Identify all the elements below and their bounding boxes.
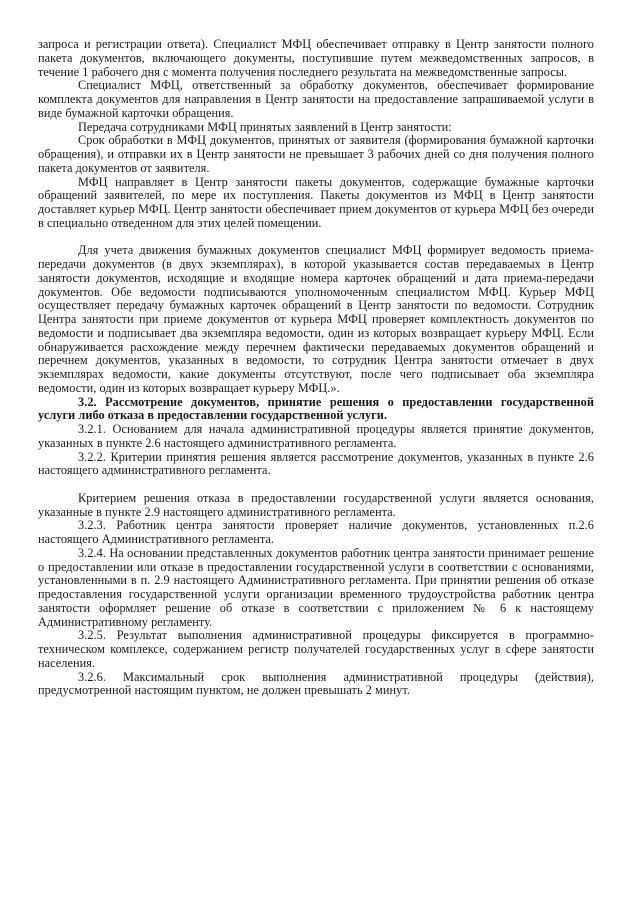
paragraph-3-2-1: 3.2.1. Основанием для начала административной процедуры является принятие документов, указанных в пункте 2.6 настоящего административного регламента. (38, 422, 594, 450)
paragraph-3-2-5: 3.2.5. Результат выполнения административной процедуры фиксируется в программно-техническом комплексе, содержанием регистр получателей государственных услуг в сфере занятости населения. (38, 628, 594, 670)
paragraph-mfc-dispatch: запроса и регистрации ответа). Специалист МФЦ обеспечивает отправку в Центр занятости полного пакета документов, включающего документы, поступившие путем межведомственных запросов, в течение 1 рабочего дня с момента получения последнего результата на межведомственные запросы. (38, 37, 594, 79)
paragraph-3-2-6: 3.2.6. Максимальный срок выполнения административной процедуры (действия), предусмотренной настоящим пунктом, не должен превышать 2 минут. (38, 669, 594, 698)
paragraph-3-2-2: 3.2.2. Критерии принятия решения является рассмотрение документов, указанных в пункте 2.6 настоящего административного регламента. (38, 449, 594, 478)
paragraph-3-2-3: 3.2.3. Работник центра занятости проверяет наличие документов, установленных п.2.6 настоящего Административного регламента. (38, 518, 594, 546)
paragraph-mfc-package: Специалист МФЦ, ответственный за обработку документов, обеспечивает формирование комплекта документов для направления в Центр занятости на предоставление запрашиваемой услуги в виде бумажной карточки обращения. (38, 78, 594, 120)
paragraph-3-2-4: 3.2.4. На основании представленных документов работник центра занятости принимает решение о предоставлении или отказе в предоставлении государственной услуги в соответствии с основаниями, установленными в п. 2.9 настоящего Административного регламента. При принятии решения об отказе предоставления государственной услуги организации временного трудоустройства работник центра занятости оформляет решение об отказе в соответствии с приложением № 6 к настоящему Административному регламенту. (38, 545, 594, 629)
section-heading-3-2: 3.2. Рассмотрение документов, принятие решения о предоставлении государственной услуги либо отказа в предоставлении государственной услуги. (38, 394, 594, 423)
paragraph-transfer-register: Для учета движения бумажных документов специалист МФЦ формирует ведомость приема-передачи документов (в двух экземплярах), в которой указывается состав передаваемых в Центр занятости документов, исходящие и входящие номера карточек обращений и дата приема-передачи документов. Обе ведомости подписываются уполномоченным специалистом МФЦ. Курьер МФЦ осуществляет передачу бумажных карточек обращений в Центр занятости по ведомости. Сотрудник Центра занятости при приеме документов от курьера МФЦ проверяет комплектность документов по ведомости и подписывает два экземпляра ведомости, один из которых возвращает курьеру МФЦ. Если обнаруживается расхождение между перечнем фактически передаваемых документов обращений и перечнем документов, указанных в ведомости, то сотрудник Центра занятости отмечает в двух экземплярах ведомости, какие документы отсутствуют, после чего подписывает оба экземпляра ведомости, один из которых возвращает курьеру МФЦ.». (38, 243, 594, 395)
paragraph-refusal-criterion: Критерием решения отказа в предоставлении государственной услуги является основания, указанные в пункте 2.9 настоящего административного регламента. (38, 490, 594, 519)
paragraph-transfer-intro: Передача сотрудниками МФЦ принятых заявлений в Центр занятости: (78, 119, 452, 134)
paragraph-courier-delivery: МФЦ направляет в Центр занятости пакеты документов, содержащие бумажные карточки обращений заявителей, по мере их поступления. Пакеты документов из МФЦ в Центр занятости доставляет курьер МФЦ. Центр занятости обеспечивает прием документов от курьера МФЦ без очереди в специально отведенном для этих целей помещении. (38, 174, 594, 230)
paragraph-processing-term: Срок обработки в МФЦ документов, принятых от заявителя (формирования бумажной карточки обращения), и отправки их в Центр занятости не превышает 3 рабочих дней со дня получения полного пакета документов от заявителя. (38, 133, 594, 175)
document-page (38, 38, 594, 698)
